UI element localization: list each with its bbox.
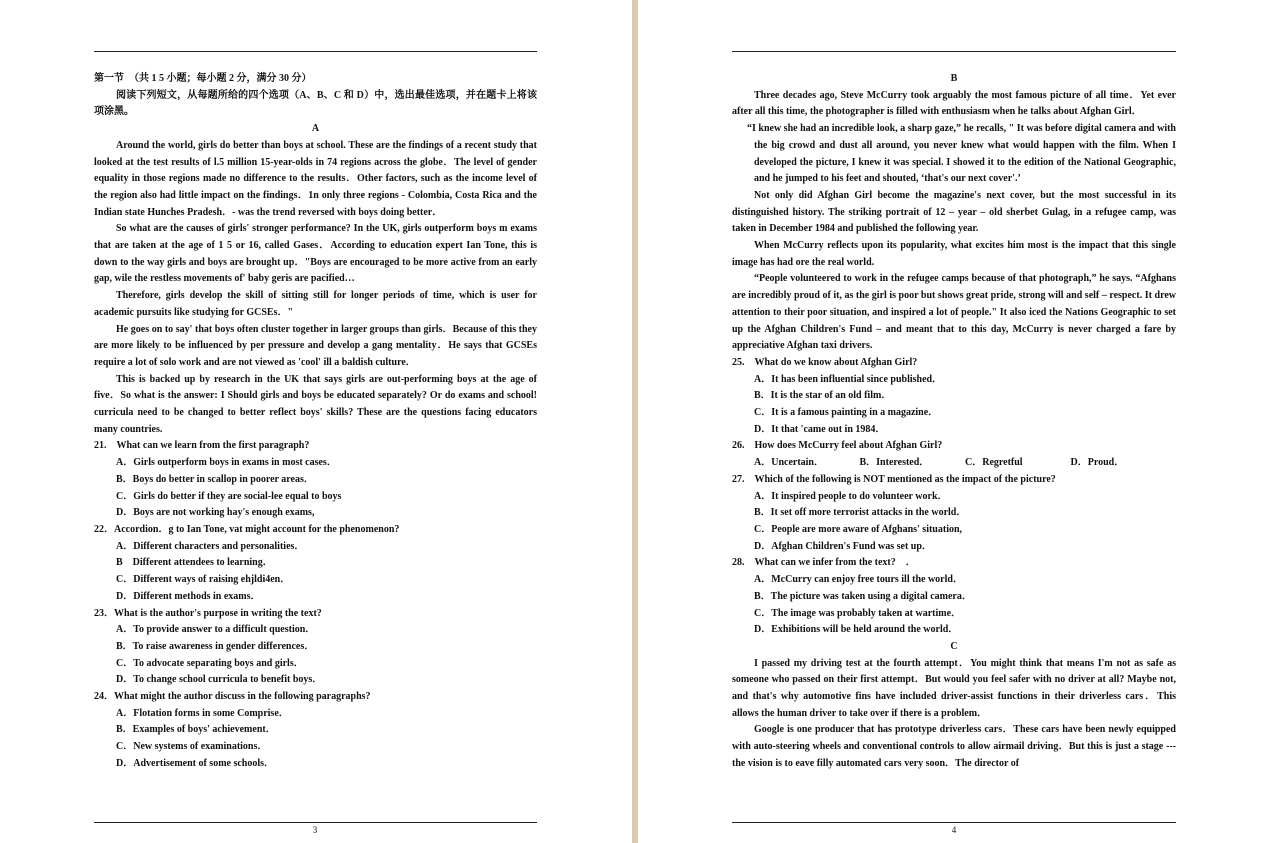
right-column: [732, 71, 1176, 773]
option: B．Boys do better in scallop in poorer areas．: [116, 473, 314, 485]
option: A．Uncertain．: [754, 457, 824, 469]
option: D．Afghan Children's Fund was set up．: [754, 540, 932, 552]
option: D．It that 'came out in 1984．: [754, 423, 886, 435]
page-number: 3: [312, 825, 318, 835]
header-rule: [94, 51, 537, 52]
section-title: 第一节 （共 1 5 小题；每小题 2 分，满分 30 分）: [94, 73, 312, 84]
option: D．To change school curricula to benefit boys．: [116, 674, 323, 686]
question-stem: 28. What can we infer from the text? ．: [732, 557, 916, 569]
option: A．Different characters and personalities．: [116, 540, 305, 552]
option: D．Advertisement of some schools．: [116, 757, 275, 769]
question-stem: 25. What do we know about Afghan Girl?: [732, 356, 918, 368]
option-row: [732, 455, 1176, 472]
option: C．The image was probably taken at wartime．: [754, 607, 962, 619]
option: D．Different methods in exams．: [116, 590, 261, 602]
option: C．Regretful: [965, 457, 1023, 469]
paragraph: Three decades ago, Steve McCurry took arguably the most famous picture of all time．Yet ever after all this time, the photographer is filled with enthusiasm when he talks about Afghan Girl．: [732, 89, 1176, 118]
page-number: 4: [951, 825, 957, 835]
paragraph: So what are the causes of girls' stronger performance? In the UK, girls outperform boys m exams that are taken at the age of 1 5 or 16, called Gases．According to education expert Ian Tone, this is down to the way girls and boys are brought up．"Boys are encouraged to be more active from an early gap, wile the restless movements of' baby geris are pacified…: [94, 223, 537, 285]
quote-paragraph: “I knew she had an incredible look, a sharp gaze,” he recalls, " It was before digital camera and with the big crowd and dust all around, you never knew what would happen with the film. When I developed the picture, I knew it was special. I showed it to the edition of the National Geographic, and he jumped to his feet and shouted, ‘that's our next cover'.’: [747, 123, 1176, 185]
passage-b-letter: B: [950, 73, 958, 84]
question-stem: 26. How does McCurry feel about Afghan Girl?: [732, 440, 943, 452]
option: C．New systems of examinations．: [116, 741, 268, 753]
option: A．Girls outperform boys in exams in most cases．: [116, 457, 337, 469]
question-stem: 22．Accordion．g to Ian Tone, vat might account for the phenomenon?: [94, 523, 400, 535]
left-column: [94, 71, 537, 773]
option: C．People are more aware of Afghans' situation,: [754, 523, 963, 535]
option: D．Boys are not working hay's enough exams,: [116, 507, 315, 519]
option: C．It is a famous painting in a magazine．: [754, 407, 939, 419]
option: A．To provide answer to a difficult question．: [116, 624, 316, 636]
question-stem: 27. Which of the following is NOT mentioned as the impact of the picture?: [732, 473, 1056, 485]
paragraph: This is backed up by research in the UK that says girls are out-performing boys at the age of five．So what is the answer: I Should girls and boys be educated separately? Or do exams and school! curricula need to be changed to better reflect boys' skills? These are the questions facing educators many countries.: [94, 373, 537, 435]
option: C．Girls do better if they are social-lee equal to boys: [116, 490, 342, 502]
paragraph: Google is one producer that has prototype driverless cars．These cars have been newly equipped with auto-steering wheels and conventional controls to allow airmail driving．But this is just a stage --- the vision is to eave filly automated cars very soon．The director of: [732, 724, 1176, 769]
option: D．Proud．: [1070, 457, 1125, 469]
question-stem: 21. What can we learn from the first paragraph?: [94, 440, 310, 452]
passage-c-letter: C: [950, 640, 958, 652]
option: B．To raise awareness in gender differences．: [116, 640, 315, 652]
paragraph: When McCurry reflects upon its popularity, what excites him most is the impact that this single image has had ore the real world.: [732, 240, 1176, 268]
option: C．Different ways of raising ehjldi4en．: [116, 574, 291, 586]
question-stem: 24．What might the author discuss in the following paragraphs?: [94, 691, 371, 703]
paragraph: He goes on to say' that boys often cluster together in larger groups than girls．Because of this they are more likely to be influenced by per pressure and develop a gang mentality．He says that GCSEs require a lot of solo work and are not viewed as 'cool' ill a baldish culture．: [94, 323, 537, 368]
page-left: [0, 0, 632, 843]
footer-rule: [732, 822, 1176, 823]
option: D．Exhibitions will be held around the world．: [754, 624, 959, 636]
paragraph: Therefore, girls develop the skill of sitting still for longer periods of time, which is user for academic pursuits like studying for GCSEs．": [94, 290, 537, 318]
footer-rule: [94, 822, 537, 823]
paragraph: Not only did Afghan Girl become the magazine's next cover, but the most successful in its distinguished history. The striking portrait of 12 – year – old sherbet Gulag, in a refugee camp, was taken in December 1984 and published the following year.: [732, 189, 1176, 235]
option: A．McCurry can enjoy free tours ill the world．: [754, 574, 963, 586]
option: B．Interested．: [859, 457, 930, 469]
option: B．Examples of boys' achievement．: [116, 724, 276, 736]
paragraph: “People volunteered to work in the refugee camps because of that photograph,” he says. “Afghans are incredibly proud of it, as the girl is poor but shows great pride, strong will and self – respect. It drew attention to their poor situation, and inspired a lot of people." It also iced the Nations Geographic to set up the Afghan Children's Fund – and meant that to this day, McCurry is never charged a fare by appreciative Afghan taxi drivers.: [732, 273, 1176, 352]
paragraph: Around the world, girls do better than boys at school. These are the findings of a recent study that looked at the test results of l.5 million 15-year-olds in 74 regions across the globe．The level of gender equality in those regions made no difference to the results．Other factors, such as the income level of the region also had little impact on the findings．1n only three regions - Colombia, Costa Rica and the Indian state Hunches Pradesh．- was the trend reversed with boys doing better．: [94, 139, 537, 218]
option: B．It set off more terrorist attacks in the world．: [754, 507, 967, 519]
option: A．It has been influential since published．: [754, 373, 943, 385]
option: C．To advocate separating boys and girls．: [116, 657, 304, 669]
option: B．The picture was taken using a digital camera．: [754, 590, 972, 602]
option: A．It inspired people to do volunteer work．: [754, 490, 948, 502]
option: B．It is the star of an old film．: [754, 390, 892, 402]
paragraph: I passed my driving test at the fourth attempt．You might think that means I'm not as safe as someone who passed on their first attempt．But would you feel safer with no driver at all? Maybe not, and that's why automotive fins have included driver-assist functions in their driverless cars．This allows the human driver to take over if there is a problem．: [732, 657, 1176, 719]
question-stem: 23．What is the author's purpose in writing the text?: [94, 607, 322, 619]
passage-a-letter: A: [311, 123, 320, 135]
header-rule: [732, 51, 1176, 52]
option: B Different attendees to learning．: [116, 557, 273, 569]
option: A．Flotation forms in some Comprise．: [116, 707, 289, 719]
page-right: [638, 0, 1266, 843]
instructions: 阅读下列短文，从每题所给的四个选项（A、B、C 和 D）中，选出最佳选项，并在题卡上将该项涂黑。: [94, 89, 537, 118]
